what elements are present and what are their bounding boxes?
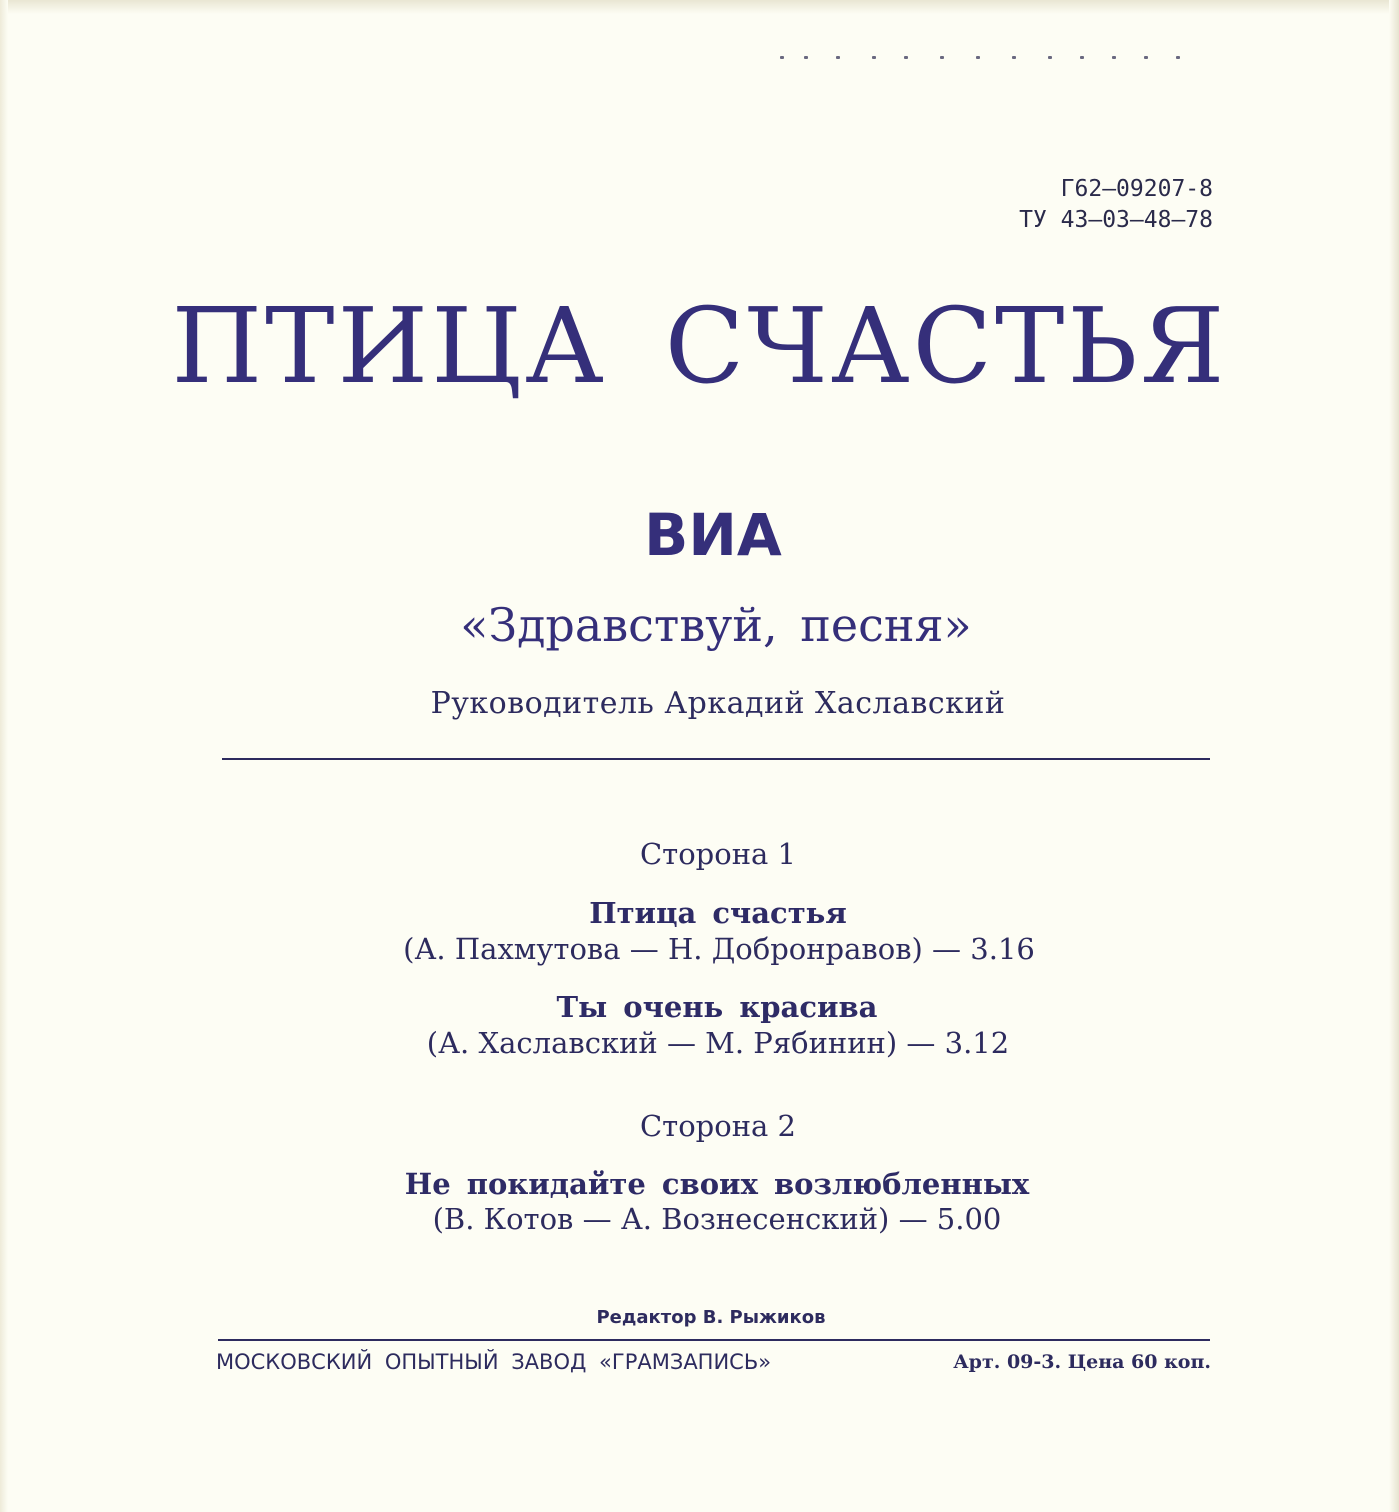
band-name: «Здравствуй, песня»	[460, 598, 972, 652]
editor-credit: Редактор В. Рыжиков	[596, 1307, 826, 1328]
paper-edge-top	[0, 0, 1399, 14]
divider-bottom	[218, 1339, 1210, 1341]
track-title: Ты очень красива	[556, 990, 878, 1024]
catalog-standard: ТУ 43—03—48—78	[1019, 207, 1213, 233]
catalog-code: Г62—09207-8	[1060, 176, 1213, 202]
track-credits: (А. Пахмутова — Н. Добронравов) — 3.16	[403, 932, 1035, 966]
paper-edge-right	[1389, 0, 1399, 1512]
catalog-codes	[1019, 174, 1213, 236]
price-info: Арт. 09-3. Цена 60 коп.	[953, 1351, 1211, 1373]
side-1-label: Сторона 1	[639, 837, 796, 871]
band-type: ВИА	[644, 501, 782, 569]
track-title: Не покидайте своих возлюбленных	[404, 1167, 1030, 1201]
track-credits: (В. Котов — А. Вознесенский) — 5.00	[432, 1202, 1002, 1236]
print-specks	[780, 50, 1200, 70]
publisher: МОСКОВСКИЙ ОПЫТНЫЙ ЗАВОД «ГРАМЗАПИСЬ»	[216, 1350, 772, 1374]
side-2-label: Сторона 2	[639, 1109, 796, 1143]
track-title: Птица счастья	[589, 896, 847, 930]
album-title: ПТИЦА СЧАСТЬЯ	[171, 285, 1228, 407]
divider-top	[222, 758, 1210, 760]
track-credits: (А. Хаславский — М. Рябинин) — 3.12	[426, 1026, 1010, 1060]
paper-edge-left	[0, 0, 8, 1512]
band-leader: Руководитель Аркадий Хаславский	[430, 686, 1006, 721]
